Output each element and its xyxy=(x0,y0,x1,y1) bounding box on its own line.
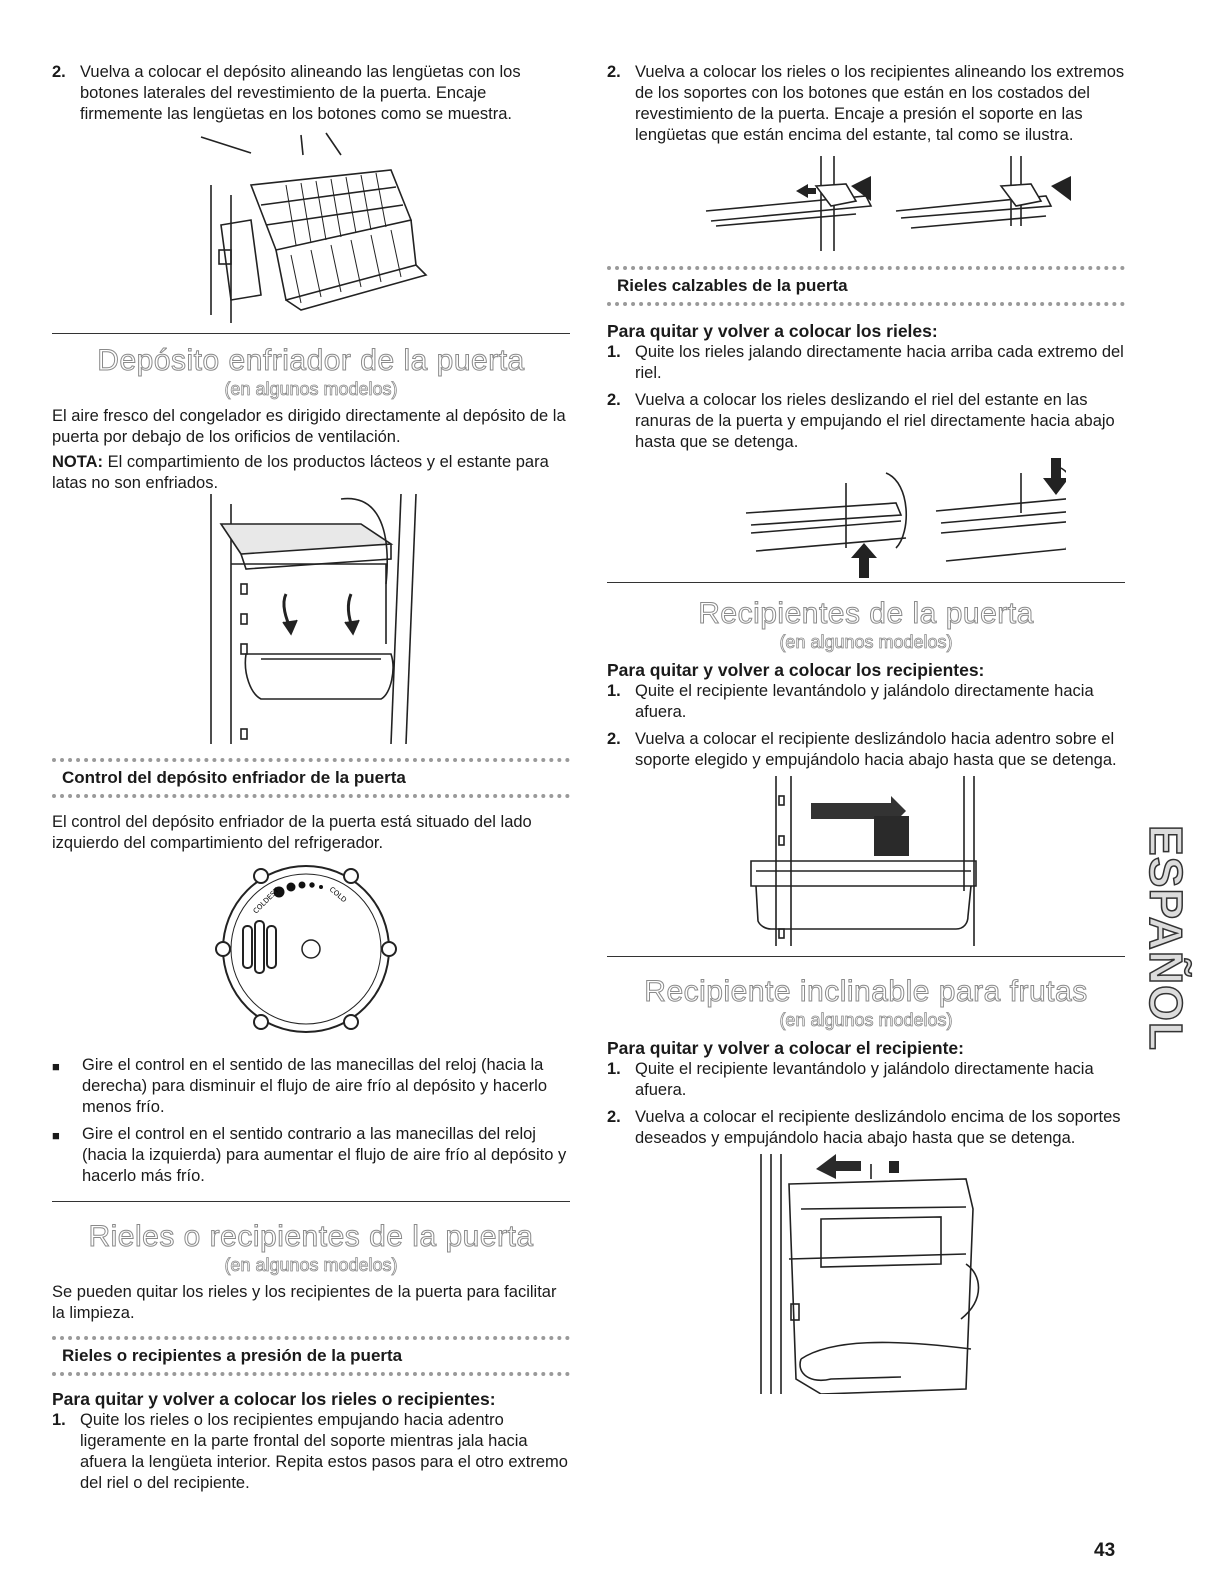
step-text: Vuelva a colocar el depósito alineando las lengüetas con los botones laterales del revestimiento de la puerta. Encaje firmemente las lengüetas en los botones como se muestra. xyxy=(80,63,521,123)
step-text: Vuelva a colocar el recipiente deslizándolo hacia adentro sobre el soporte elegido y empujándolo hacia abajo hasta que se detenga. xyxy=(635,730,1117,769)
dial-label-cold: COLD xyxy=(327,885,348,905)
note xyxy=(52,452,570,494)
step-number: 1. xyxy=(607,343,621,361)
step-number: 2. xyxy=(52,63,66,81)
bullet-item xyxy=(52,1055,570,1118)
door-rail-illustration xyxy=(666,453,1066,578)
step-item xyxy=(607,1059,1125,1101)
section-subtitle: (en algunos modelos) xyxy=(779,1010,953,1030)
paragraph: Se pueden quitar los rieles y los recipientes de la puerta para facilitar la limpieza. xyxy=(52,1283,557,1322)
bullet-text: Gire el control en el sentido de las manecillas del reloj (hacia la derecha) para disminuir el flujo de aire frío al depósito y hacerlo menos frío. xyxy=(82,1056,547,1116)
step-item xyxy=(607,342,1125,384)
tilt-fruit-bin-illustration xyxy=(741,1149,991,1394)
step-item xyxy=(607,681,1125,723)
subhead-control: Control del depósito enfriador de la puerta xyxy=(52,758,570,798)
bullet-item xyxy=(52,1124,570,1187)
step-item xyxy=(607,390,1125,453)
step-number: 2. xyxy=(607,391,621,409)
section-subtitle: (en algunos modelos) xyxy=(779,632,953,652)
section-title-fruit-bin: Recipiente inclinable para frutas xyxy=(644,975,1088,1008)
section-title-door-bins: Recipientes de la puerta xyxy=(698,597,1034,630)
page-number: 43 xyxy=(1094,1540,1116,1561)
dial-label-coldest: COLDEST xyxy=(251,886,281,916)
step-text: Quite el recipiente levantándolo y jalándolo directamente hacia afuera. xyxy=(635,682,1094,721)
door-bin-illustration xyxy=(746,771,986,946)
door-chiller-illustration xyxy=(191,494,431,744)
step-number: 2. xyxy=(607,63,621,81)
step-text: Vuelva a colocar los rieles deslizando el riel del estante en las ranuras de la puerta y empujando el riel directamente hacia abajo hasta que se detenga. xyxy=(635,391,1115,451)
step-item xyxy=(607,729,1125,771)
step-text: Quite los rieles jalando directamente hacia arriba cada extremo del riel. xyxy=(635,343,1124,382)
step-number: 1. xyxy=(607,1060,621,1078)
paragraph: El control del depósito enfriador de la puerta está situado del lado izquierdo del compartimiento del refrigerador. xyxy=(52,813,532,852)
step-number: 2. xyxy=(607,730,621,748)
bold-heading: Para quitar y volver a colocar los rieles o recipientes: xyxy=(52,1389,496,1409)
snap-on-rail-illustration xyxy=(656,146,1076,256)
step-text: Quite el recipiente levantándolo y jalándolo directamente hacia afuera. xyxy=(635,1060,1094,1099)
left-intro-step xyxy=(52,62,570,125)
step-item xyxy=(607,1107,1125,1149)
door-basket-illustration xyxy=(191,125,431,325)
chiller-control-dial[interactable] xyxy=(211,854,411,1039)
left-column xyxy=(52,62,570,1494)
step-text: Vuelva a colocar los rieles o los recipientes alineando los extremos de los soportes con los botones que están en los costados del revestimiento de la puerta. Encaje a presión el soporte en las lengüetas que están encima del estante, tal como se ilustra. xyxy=(635,63,1125,144)
step-text: Quite los rieles o los recipientes empujando hacia adentro ligeramente en la parte frontal del soporte mientras jala hacia afuera la lengüeta interior. Repita estos pasos para el otro extremo del riel o del recipiente. xyxy=(80,1411,568,1492)
step-item xyxy=(52,1410,570,1494)
right-column xyxy=(607,62,1125,1394)
right-intro-step xyxy=(607,62,1125,146)
bullet-square-icon: ■ xyxy=(52,1128,60,1143)
bold-heading: Para quitar y volver a colocar el recipiente: xyxy=(607,1038,964,1058)
side-tab-label: ESPAÑOL xyxy=(1140,824,1193,1051)
subhead-snap-on: Rieles o recipientes a presión de la puerta xyxy=(52,1336,570,1376)
language-side-tab xyxy=(1140,815,1192,1060)
bullet-square-icon: ■ xyxy=(52,1059,60,1074)
section-title-door-chiller: Depósito enfriador de la puerta xyxy=(97,344,525,377)
paragraph: El aire fresco del congelador es dirigido directamente al depósito de la puerta por debajo de los orificios de ventilación. xyxy=(52,407,566,446)
bold-heading: Para quitar y volver a colocar los rieles: xyxy=(607,321,938,341)
bullet-text: Gire el control en el sentido contrario a las manecillas del reloj (hacia la izquierda) para aumentar el flujo de aire frío al depósito y hacerlo más frío. xyxy=(82,1125,567,1185)
section-subtitle: (en algunos modelos) xyxy=(224,1255,398,1275)
step-number: 2. xyxy=(607,1108,621,1126)
subhead-rails: Rieles calzables de la puerta xyxy=(607,266,1125,306)
bold-heading: Para quitar y volver a colocar los recipientes: xyxy=(607,660,985,680)
note-text: El compartimiento de los productos lácteos y el estante para latas no son enfriados. xyxy=(52,453,549,492)
note-label: NOTA: xyxy=(52,453,104,471)
section-subtitle: (en algunos modelos) xyxy=(224,379,398,399)
step-text: Vuelva a colocar el recipiente deslizándolo encima de los soportes deseados y empujándolo hacia abajo hasta que se detenga. xyxy=(635,1108,1121,1147)
step-number: 1. xyxy=(607,682,621,700)
section-title-rails-bins: Rieles o recipientes de la puerta xyxy=(88,1220,534,1253)
step-number: 1. xyxy=(52,1411,66,1429)
